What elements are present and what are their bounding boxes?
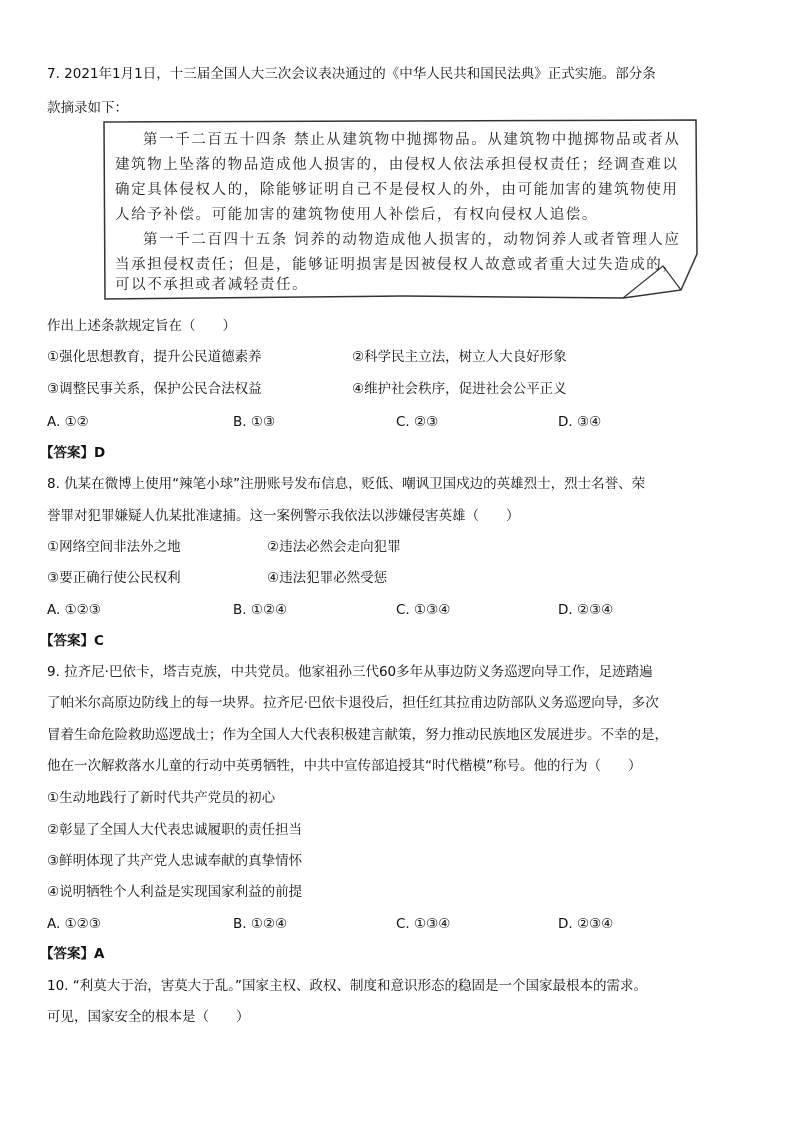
law-line: 建筑物上坠落的物品造成他人损害的，由侵权人依法承担侵权责任；经调查难以 <box>115 157 679 173</box>
q8-choice-b: B. ①②④ <box>233 602 288 618</box>
q7-stem-line1: 7. 2021年1月1日，十三届全国人大三次会议表决通过的《中华人民共和国民法典》正式实施。部分条 <box>47 66 656 82</box>
q9-stem-line: 9. 拉齐尼·巴依卡，塔吉克族，中共党员。他家祖孙三代60多年从事边防义务巡逻向导工作，足迹踏遍 <box>47 664 653 680</box>
law-line: 确定具体侵权人的，除能够证明自己不是侵权人的外，由可能加害的建筑物使用 <box>115 182 679 198</box>
q8-answer: 【答案】C <box>40 633 104 649</box>
q7-choice-a: A. ①② <box>47 414 89 430</box>
q9-stem-line: 了帕米尔高原边防线上的每一块界。拉齐尼·巴依卡退役后，担任红其拉甫边防部队义务巡逻向导，多次 <box>47 695 659 711</box>
q9-stem-line: 他在一次解救落水儿童的行动中英勇牺牲，中共中宣传部追授其“时代楷模”称号。他的行为（ ） <box>47 758 642 774</box>
q9-choice-a: A. ①②③ <box>47 916 101 932</box>
q9-option: ②彰显了全国人大代表忠诚履职的责任担当 <box>47 822 303 838</box>
q7-option: ④维护社会秩序，促进社会公平正义 <box>352 381 567 397</box>
q9-stem-line: 冒着生命危险救助巡逻战士；作为全国人大代表积极建言献策，努力推动民族地区发展进步。不幸的是， <box>47 727 668 743</box>
q7-choice-b: B. ①③ <box>233 414 276 430</box>
q7-choice-c: C. ②③ <box>396 414 439 430</box>
law-line: 第一千二百四十五条 饲养的动物造成他人损害的，动物饲养人或者管理人应 <box>143 232 681 248</box>
q8-stem-line1: 8. 仇某在微博上使用“辣笔小球”注册账号发布信息，贬低、嘲讽卫国戍边的英雄烈士，烈士名誉、荣 <box>47 476 646 492</box>
q9-choice-b: B. ①②④ <box>233 916 288 932</box>
law-line: 第一千二百五十四条 禁止从建筑物中抛掷物品。从建筑物中抛掷物品或者从 <box>143 132 681 148</box>
q7-question: 作出上述条款规定旨在（ ） <box>47 318 236 334</box>
q7-answer: 【答案】D <box>40 445 106 461</box>
q8-option: ④违法犯罪必然受惩 <box>267 570 388 586</box>
q9-option: ④说明牺牲个人利益是实现国家利益的前提 <box>47 884 303 900</box>
q9-choice-c: C. ①③④ <box>396 916 451 932</box>
q9-option: ①生动地践行了新时代共产党员的初心 <box>47 790 276 806</box>
q7-stem-line2: 款摘录如下： <box>47 100 128 116</box>
q8-choice-a: A. ①②③ <box>47 602 101 618</box>
q7-choice-d: D. ③④ <box>558 414 602 430</box>
q9-option: ③鲜明体现了共产党人忠诚奉献的真挚情怀 <box>47 853 303 869</box>
q8-option: ③要正确行使公民权利 <box>47 570 181 586</box>
law-line: 人给予补偿。可能加害的建筑物使用人补偿后，有权向侵权人追偿。 <box>115 207 598 223</box>
q8-option: ①网络空间非法外之地 <box>47 539 181 555</box>
q8-choice-c: C. ①③④ <box>396 602 451 618</box>
q7-option: ③调整民事关系，保护公民合法权益 <box>47 381 262 397</box>
law-line: 当承担侵权责任；但是，能够证明损害是因被侵权人故意或者重大过失造成的， <box>115 257 679 273</box>
q7-option: ①强化思想教育，提升公民道德素养 <box>47 349 262 365</box>
q9-choice-d: D. ②③④ <box>558 916 614 932</box>
law-excerpt-box <box>103 94 697 300</box>
q8-stem-line2: 誉罪对犯罪嫌疑人仇某批准逮捕。这一案例警示我依法以涉嫌侵害英雄（ ） <box>47 508 520 524</box>
q10-stem-line2: 可见，国家安全的根本是（ ） <box>47 1009 250 1025</box>
paper-curl-frame <box>103 94 703 306</box>
q7-option: ②科学民主立法，树立人大良好形象 <box>352 349 567 365</box>
q10-stem-line1: 10. “利莫大于治，害莫大于乱。”国家主权、政权、制度和意识形态的稳固是一个国家最根本的需求。 <box>47 978 647 994</box>
q9-answer: 【答案】A <box>40 946 105 962</box>
law-line: 可以不承担或者减轻责任。 <box>115 277 309 293</box>
q8-choice-d: D. ②③④ <box>558 602 614 618</box>
q8-option: ②违法必然会走向犯罪 <box>267 539 401 555</box>
